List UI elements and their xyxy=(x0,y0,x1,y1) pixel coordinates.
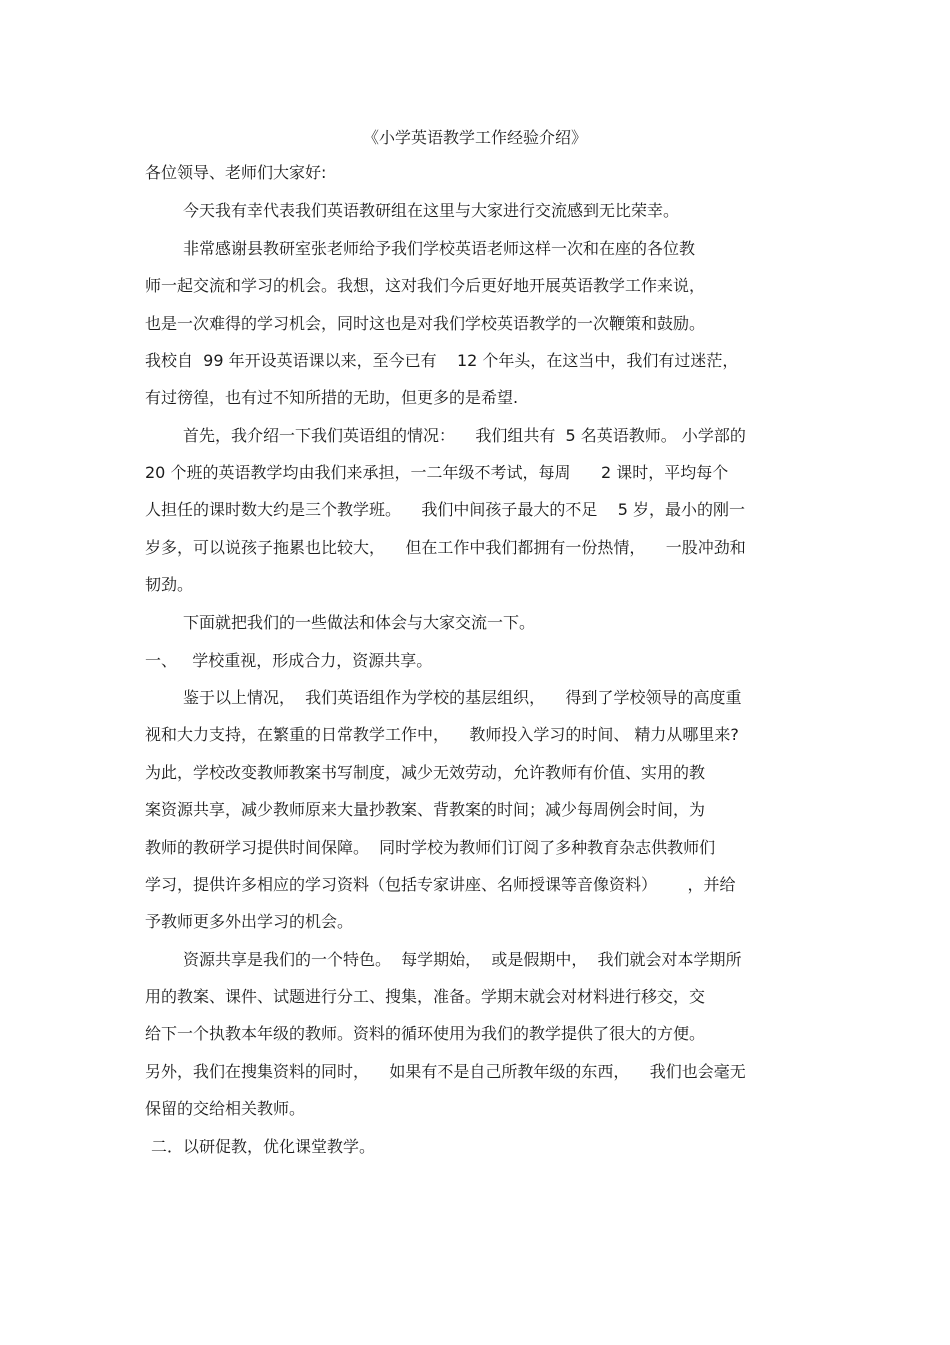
paragraph-line: 师一起交流和学习的机会。我想，这对我们今后更好地开展英语教学工作来说， xyxy=(145,276,706,295)
paragraph-line: 我校自 99 年开设英语课以来，至今已有 12 个年头，在这当中，我们有过迷茫， xyxy=(145,351,739,370)
paragraph-line: 人担任的课时数大约是三个教学班。 我们中间孩子最大的不足 5 岁，最小的刚一 xyxy=(145,500,745,519)
paragraph-line: 资源共享是我们的一个特色。 每学期始， 或是假期中， 我们就会对本学期所 xyxy=(183,950,742,969)
paragraph-line: 保留的交给相关教师。 xyxy=(145,1099,306,1118)
paragraph-line: 岁多，可以说孩子拖累也比较大， 但在工作中我们都拥有一份热情， 一股冲劲和 xyxy=(145,538,746,557)
paragraph-line: 今天我有幸代表我们英语教研组在这里与大家进行交流感到无比荣幸。 xyxy=(183,201,680,220)
paragraph-line: 案资源共享，减少教师原来大量抄教案、背教案的时间；减少每周例会时间，为 xyxy=(145,800,706,819)
paragraph-line: 首先，我介绍一下我们英语组的情况： 我们组共有 5 名英语教师。 小学部的 xyxy=(183,426,746,445)
paragraph-line: 予教师更多外出学习的机会。 xyxy=(145,912,354,931)
paragraph-line: 也是一次难得的学习机会，同时这也是对我们学校英语教学的一次鞭策和鼓励。 xyxy=(145,314,706,333)
paragraph-line: 用的教案、课件、试题进行分工、搜集，准备。学期末就会对材料进行移交，交 xyxy=(145,987,706,1006)
paragraph-line: 下面就把我们的一些做法和体会与大家交流一下。 xyxy=(183,613,536,632)
section-heading-1: 一、 学校重视，形成合力，资源共享。 xyxy=(145,651,433,670)
paragraph-line: 为此，学校改变教师教案书写制度，减少无效劳动，允许教师有价值、实用的教 xyxy=(145,763,706,782)
paragraph-line: 另外，我们在搜集资料的同时， 如果有不是自己所教年级的东西， 我们也会毫无 xyxy=(145,1062,746,1081)
document-title: 《小学英语教学工作经验介绍》 xyxy=(362,128,587,147)
paragraph-line: 韧劲。 xyxy=(145,575,194,594)
section-heading-2: 二．以研促教，优化课堂教学。 xyxy=(151,1137,376,1156)
paragraph-line: 非常感谢县教研室张老师给予我们学校英语老师这样一次和在座的各位教 xyxy=(183,239,696,258)
paragraph-line: 20 个班的英语教学均由我们来承担，一二年级不考试，每周 2 课时，平均每个 xyxy=(145,463,729,482)
paragraph-line: 教师的教研学习提供时间保障。 同时学校为教师们订阅了多种教育杂志供教师们 xyxy=(145,838,716,857)
paragraph-line: 视和大力支持，在繁重的日常教学工作中， 教师投入学习的时间、 精力从哪里来? xyxy=(145,725,739,744)
paragraph-line: 给下一个执教本年级的教师。资料的循环使用为我们的教学提供了很大的方便。 xyxy=(145,1024,706,1043)
paragraph-line: 鉴于以上情况， 我们英语组作为学校的基层组织， 得到了学校领导的高度重 xyxy=(183,688,742,707)
paragraph-line: 学习，提供许多相应的学习资料（包括专家讲座、名师授课等音像资料） ，并给 xyxy=(145,875,736,894)
salutation: 各位领导、老师们大家好: xyxy=(145,163,327,182)
paragraph-line: 有过徬徨，也有过不知所措的无助，但更多的是希望. xyxy=(145,388,519,407)
